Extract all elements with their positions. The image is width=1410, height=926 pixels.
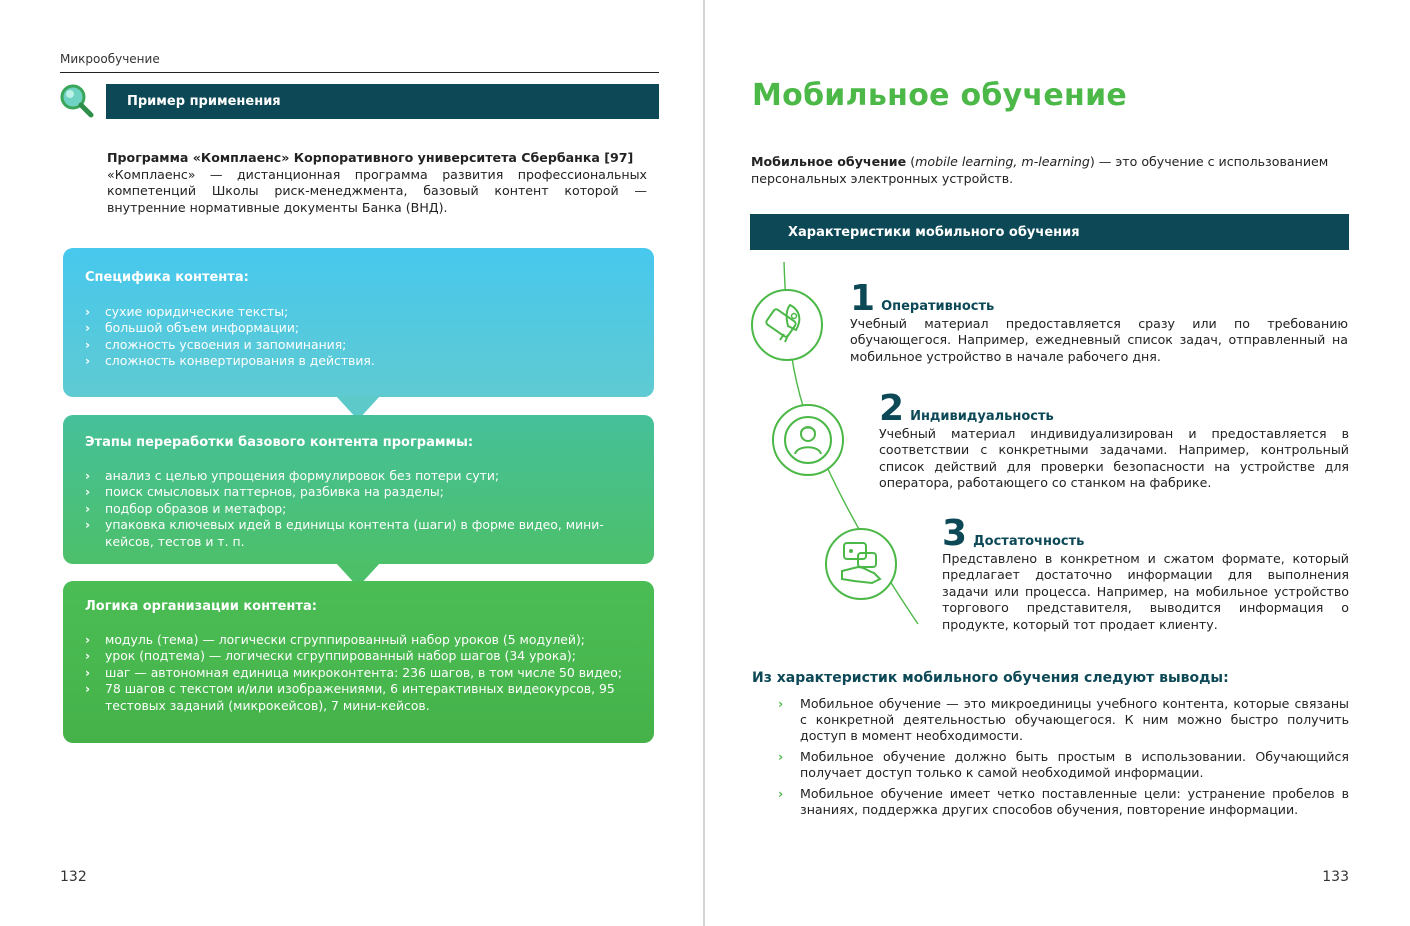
card-title: Этапы переработки базового контента программы: <box>85 435 474 450</box>
list-item: › подбор образов и метафор; <box>85 500 287 516</box>
chevron-right-icon: › <box>85 336 91 352</box>
list-item: › Мобильное обучение — это микроединицы учебного контента, которые связаны с конкретной деятельностью обучающегося. К ним можно быстро получить доступ в момент необходимости. <box>778 696 1349 743</box>
definition-term: Мобильное обучение <box>751 154 907 169</box>
list-item: › большой объем информации; <box>85 320 300 336</box>
list-item: › урок (подтема) — логически сгруппированный набор шагов (34 урока); <box>85 648 576 664</box>
chevron-right-icon: › <box>85 484 91 500</box>
chevron-right-icon: › <box>85 320 91 336</box>
chevron-right-icon: › <box>85 304 91 319</box>
conclusions-list <box>778 696 1349 823</box>
list-item: › Мобильное обучение имеет четко поставленные цели: устранение пробелов в знаниях, поддержка других способов обучения, повторение информации. <box>778 786 1349 817</box>
list-item: › шаг — автономная единица микроконтента: 236 шагов, в том числе 50 видео; <box>85 664 623 680</box>
feature-text: Учебный материал индивидуализирован и предоставляется в соответствии с конкретными задачами. Например, контрольный список действий для проверки безопасности на устройстве для оператора, работающего со станком на фабрике. <box>879 425 1349 490</box>
hand-chat-icon <box>824 527 898 601</box>
chevron-right-icon: › <box>85 517 91 533</box>
list-item: › поиск смысловых паттернов, разбивка на разделы; <box>85 484 444 500</box>
feature-item <box>850 278 1348 365</box>
feature-text: Учебный материал предоставляется сразу или по требованию обучающегося. Например, ежедневный список задач, отправленный на мобильное устройство в начале рабочего дня. <box>850 315 1348 364</box>
chevron-right-icon: › <box>778 786 784 801</box>
feature-number: 1 <box>850 278 876 319</box>
magnifier-icon <box>58 82 94 118</box>
chevron-right-icon: › <box>85 468 91 483</box>
feature-text: Представлено в конкретном и сжатом формате, который предлагает достаточно информации для выполнения задачи или процесса. Например, на мобильное устройство торгового представителя, выводится информация о продукте, который тот продает клиенту. <box>942 550 1349 632</box>
content-logic-card <box>63 581 654 743</box>
feature-name: Индивидуальность <box>910 409 1054 424</box>
chevron-right-icon: › <box>778 749 784 764</box>
list-item: › упаковка ключевых идей в единицы контента (шаги) в форме видео, мини-кейсов, тестов и т. п. <box>85 517 604 549</box>
definition: Мобильное обучение (mobile learning, m-learning) — это обучение с использованием персональных электронных устройств. <box>751 154 1329 186</box>
feature-item <box>879 388 1349 492</box>
feature-number: 2 <box>879 388 905 429</box>
list-item: › 78 шагов с текстом и/или изображениями, 6 интерактивных видеокурсов, 95 тестовых заданий (микрокейсов), 7 мини-кейсов. <box>85 681 615 713</box>
intro-title: Программа «Комплаенс» Корпоративного университета Сбербанка [97] <box>107 150 634 165</box>
characteristics-banner: Характеристики мобильного обучения <box>750 214 1349 250</box>
conclusions-title: Из характеристик мобильного обучения следуют выводы: <box>752 670 1229 686</box>
page-title: Мобильное обучение <box>752 78 1128 113</box>
card-title: Специфика контента: <box>85 270 249 285</box>
right-page <box>706 0 1410 926</box>
feature-name: Достаточность <box>973 534 1085 549</box>
chevron-right-icon: › <box>85 632 91 647</box>
chevron-right-icon: › <box>85 648 91 664</box>
list-item: › сухие юридические тексты; <box>85 304 289 319</box>
page-number: 132 <box>60 869 87 885</box>
feature-name: Оперативность <box>881 299 995 314</box>
page-number: 133 <box>1322 869 1349 885</box>
list-item: › модуль (тема) — логически сгруппированный набор уроков (5 модулей); <box>85 632 585 647</box>
list-item: › сложность конвертирования в действия. <box>85 353 375 369</box>
content-specifics-card <box>63 248 654 397</box>
header-rule <box>60 72 659 73</box>
book-spine <box>703 0 705 926</box>
intro-block <box>107 150 647 216</box>
feature-number: 3 <box>942 513 968 554</box>
feature-item <box>942 513 1349 633</box>
chevron-right-icon: › <box>85 500 91 516</box>
left-page <box>0 0 704 926</box>
chevron-right-icon: › <box>85 353 91 369</box>
intro-body: «Комплаенс» — дистанционная программа развития профессиональных компетенций Школы риск-менеджмента, базовый контент которой — внутренние нормативные документы Банка (ВНД). <box>107 166 647 215</box>
rocket-phone-icon <box>750 288 824 362</box>
chevron-right-icon: › <box>778 696 784 711</box>
card-title: Логика организации контента: <box>85 599 317 614</box>
definition-term-en: mobile learning, m-learning <box>915 154 1090 169</box>
example-banner: Пример применения <box>106 84 659 119</box>
running-head: Микрообучение <box>60 52 160 66</box>
list-item: › Мобильное обучение должно быть простым в использовании. Обучающийся получает доступ только к самой необходимой информации. <box>778 749 1349 780</box>
chevron-right-icon: › <box>85 681 91 697</box>
list-item: › сложность усвоения и запоминания; <box>85 336 347 352</box>
chevron-right-icon: › <box>85 664 91 680</box>
processing-stages-card <box>63 415 654 564</box>
user-profile-icon <box>771 403 845 477</box>
list-item: › анализ с целью упрощения формулировок без потери сути; <box>85 468 500 483</box>
